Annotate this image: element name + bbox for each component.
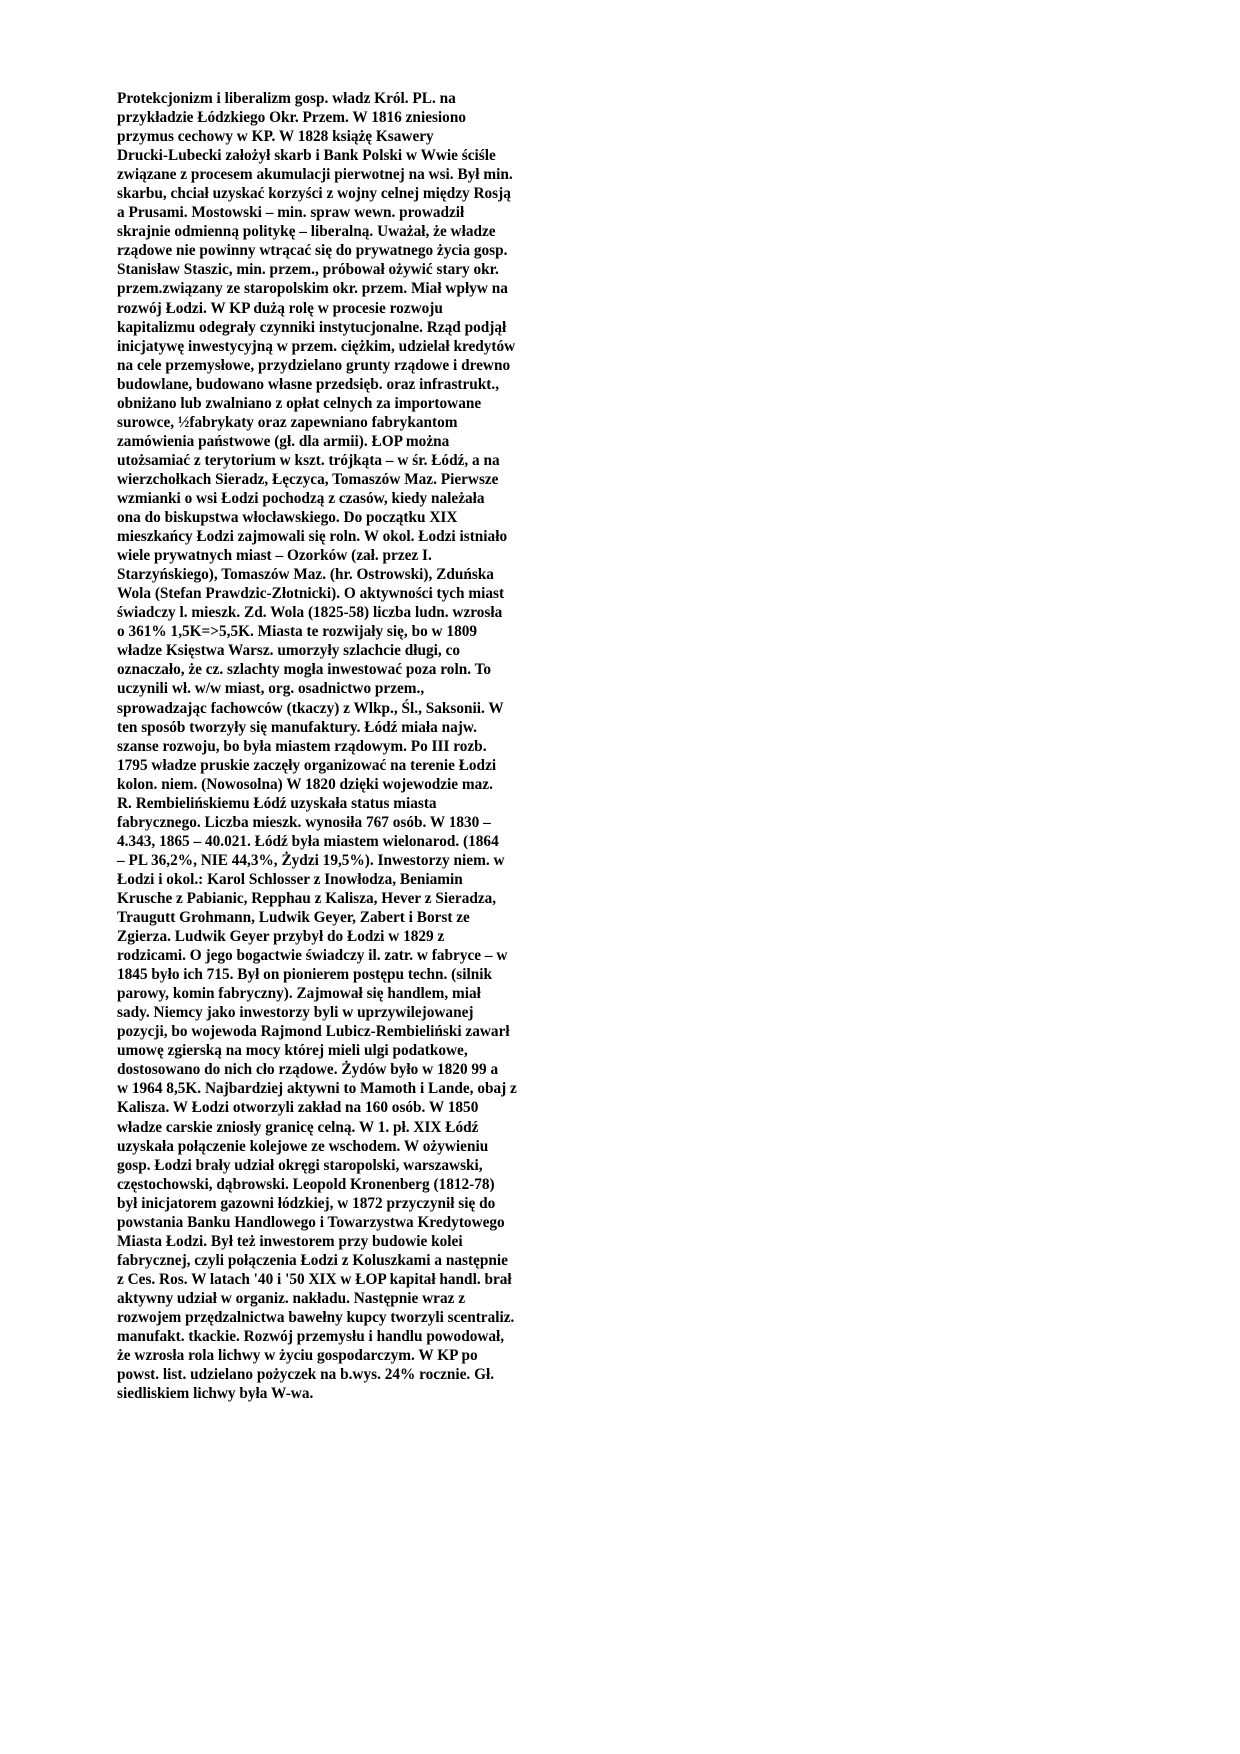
text-line: surowce, ½fabrykaty oraz zapewniano fabrykantom — [117, 413, 458, 431]
text-line: obniżano lub zwalniano z opłat celnych za importowane — [117, 394, 482, 412]
text-line: manufakt. tkackie. Rozwój przemysłu i handlu powodował, — [117, 1328, 505, 1346]
text-line: gosp. Łodzi brały udział okręgi staropolski, warszawski, — [117, 1156, 483, 1174]
text-line: kolon. niem. (Nowosolna) W 1820 dzięki wojewodzie maz. — [117, 775, 493, 793]
text-line: utożsamiać z terytorium w kszt. trójkąta – w śr. Łódź, a na — [117, 451, 500, 469]
text-line: Drucki-Lubecki założył skarb i Bank Polski w Wwie ściśle — [117, 147, 496, 165]
text-line: fabrycznego. Liczba mieszk. wynosiła 767 osób. W 1830 – — [117, 813, 491, 831]
text-line: 1795 władze pruskie zaczęły organizować na terenie Łodzi — [117, 756, 497, 774]
text-line: sprowadzając fachowców (tkaczy) z Wlkp., Śl., Saksonii. W — [117, 699, 504, 717]
text-line: – PL 36,2%, NIE 44,3%, Żydzi 19,5%). Inwestorzy niem. w — [117, 851, 505, 869]
text-line: rozwojem przędzalnictwa bawełny kupcy tworzyli scentraliz. — [117, 1309, 515, 1326]
text-line: władze Księstwa Warsz. umorzyły szlachcie długi, co — [117, 642, 461, 660]
text-line: dostosowano do nich cło rządowe. Żydów było w 1820 99 a — [117, 1061, 499, 1079]
text-line: parowy, komin fabryczny). Zajmował się handlem, miał — [117, 985, 481, 1003]
text-line: z Ces. Ros. W latach '40 i '50 XIX w ŁOP kapitał handl. brał — [117, 1270, 512, 1288]
text-line: wierzchołkach Sieradz, Łęczyca, Tomaszów Maz. Pierwsze — [117, 470, 499, 488]
text-line: Starzyńskiego), Tomaszów Maz. (hr. Ostrowski), Zduńska — [117, 566, 494, 584]
text-line: przem.związany ze staropolskim okr. przem. Miał wpływ na — [117, 280, 508, 298]
text-line: zamówienia państwowe (gł. dla armii). ŁOP można — [117, 432, 450, 450]
text-line: mieszkańcy Łodzi zajmowali się roln. W okol. Łodzi istniało — [117, 528, 508, 546]
text-line: sady. Niemcy jako inwestorzy byli w uprzywilejowanej — [117, 1004, 474, 1022]
text-line: pozycji, bo wojewoda Rajmond Lubicz-Rembieliński zawarł — [117, 1023, 510, 1041]
text-line: rodzicami. O jego bogactwie świadczy il. zatr. w fabryce – w — [117, 947, 508, 965]
text-line: o 361% 1,5K=>5,5K. Miasta te rozwijały się, bo w 1809 — [117, 623, 478, 641]
text-line: Stanisław Staszic, min. przem., próbował ożywić stary okr. — [117, 261, 499, 279]
text-line: powstania Banku Handlowego i Towarzystwa Kredytowego — [117, 1213, 505, 1231]
text-line: 4.343, 1865 – 40.021. Łódź była miastem wielonarod. (1864 — [117, 832, 499, 850]
text-line: oznaczało, że cz. szlachty mogła inwestować poza roln. To — [117, 661, 492, 679]
text-line: Łodzi i okol.: Karol Schlosser z Inowłodza, Beniamin — [117, 870, 463, 888]
text-line: kapitalizmu odegrały czynniki instytucjonalne. Rząd podjął — [117, 318, 507, 336]
text-line: częstochowski, dąbrowski. Leopold Kronenberg (1812-78) — [117, 1175, 495, 1193]
text-line: ten sposób tworzyły się manufaktury. Łódź miała najw. — [117, 718, 477, 736]
text-line: skarbu, chciał uzyskać korzyści z wojny celnej między Rosją — [117, 185, 511, 203]
text-line: Krusche z Pabianic, Repphau z Kalisza, Hever z Sieradza, — [117, 889, 497, 907]
text-line: rozwój Łodzi. W KP dużą rolę w procesie rozwoju — [117, 299, 443, 317]
text-line: przykładzie Łódzkiego Okr. Przem. W 1816 zniesiono — [117, 109, 466, 127]
text-line: uczynili wł. w/w miast, org. osadnictwo przem., — [117, 680, 425, 698]
text-line: świadczy l. mieszk. Zd. Wola (1825-58) liczba ludn. wzrosła — [117, 604, 503, 622]
text-line: Wola (Stefan Prawdzic-Złotnicki). O aktywności tych miast — [117, 585, 505, 603]
text-line: siedliskiem lichwy była W-wa. — [117, 1385, 314, 1403]
text-line: 1845 było ich 715. Był on pionierem postępu techn. (silnik — [117, 966, 492, 984]
text-line: szanse rozwoju, bo była miastem rządowym. Po III rozb. — [117, 737, 487, 755]
text-line: Miasta Łodzi. Był też inwestorem przy budowie kolei — [117, 1232, 463, 1250]
text-line: fabrycznej, czyli połączenia Łodzi z Koluszkami a następnie — [117, 1251, 508, 1269]
text-line: był inicjatorem gazowni łódzkiej, w 1872 przyczynił się do — [117, 1194, 496, 1212]
text-line: uzyskała połączenie kolejowe ze wschodem. W ożywieniu — [117, 1137, 489, 1155]
body-text — [117, 89, 535, 1403]
text-line: w 1964 8,5K. Najbardziej aktywni to Mamoth i Lande, obaj z — [117, 1080, 517, 1098]
text-line: Kalisza. W Łodzi otworzyli zakład na 160 osób. W 1850 — [117, 1099, 479, 1117]
text-line: Zgierza. Ludwik Geyer przybył do Łodzi w 1829 z — [117, 928, 445, 946]
text-line: ona do biskupstwa włocławskiego. Do początku XIX — [117, 509, 458, 527]
text-line: wzmianki o wsi Łodzi pochodzą z czasów, kiedy należała — [117, 489, 485, 507]
text-line: Protekcjonizm i liberalizm gosp. władz Król. PL. na — [117, 90, 456, 107]
text-line: że wzrosła rola lichwy w życiu gospodarczym. W KP po — [117, 1347, 478, 1365]
text-line: rządowe nie powinny wtrącać się do prywatnego życia gosp. — [117, 242, 508, 260]
text-line: skrajnie odmienną politykę – liberalną. Uważał, że władze — [117, 223, 496, 241]
text-line: umowę zgierską na mocy której mieli ulgi podatkowe, — [117, 1042, 468, 1060]
text-line: aktywny udział w organiz. nakładu. Następnie wraz z — [117, 1289, 466, 1307]
text-line: przymus cechowy w KP. W 1828 książę Ksawery — [117, 128, 434, 146]
text-line: a Prusami. Mostowski – min. spraw wewn. prowadził — [117, 204, 465, 222]
text-line: powst. list. udzielano pożyczek na b.wys. 24% rocznie. Gł. — [117, 1366, 495, 1384]
text-line: wiele prywatnych miast – Ozorków (zał. przez I. — [117, 547, 432, 565]
text-line: związane z procesem akumulacji pierwotnej na wsi. Był min. — [117, 166, 513, 184]
text-line: Traugutt Grohmann, Ludwik Geyer, Zabert i Borst ze — [117, 909, 470, 927]
text-line: władze carskie zniosły granicę celną. W 1. pł. XIX Łódź — [117, 1118, 479, 1136]
text-line: budowlane, budowano własne przedsięb. oraz infrastrukt., — [117, 375, 500, 393]
text-line: inicjatywę inwestycyjną w przem. ciężkim, udzielał kredytów — [117, 337, 516, 355]
text-line: R. Rembielińskiemu Łódź uzyskała status miasta — [117, 794, 437, 812]
text-line: na cele przemysłowe, przydzielano grunty rządowe i drewno — [117, 356, 511, 374]
